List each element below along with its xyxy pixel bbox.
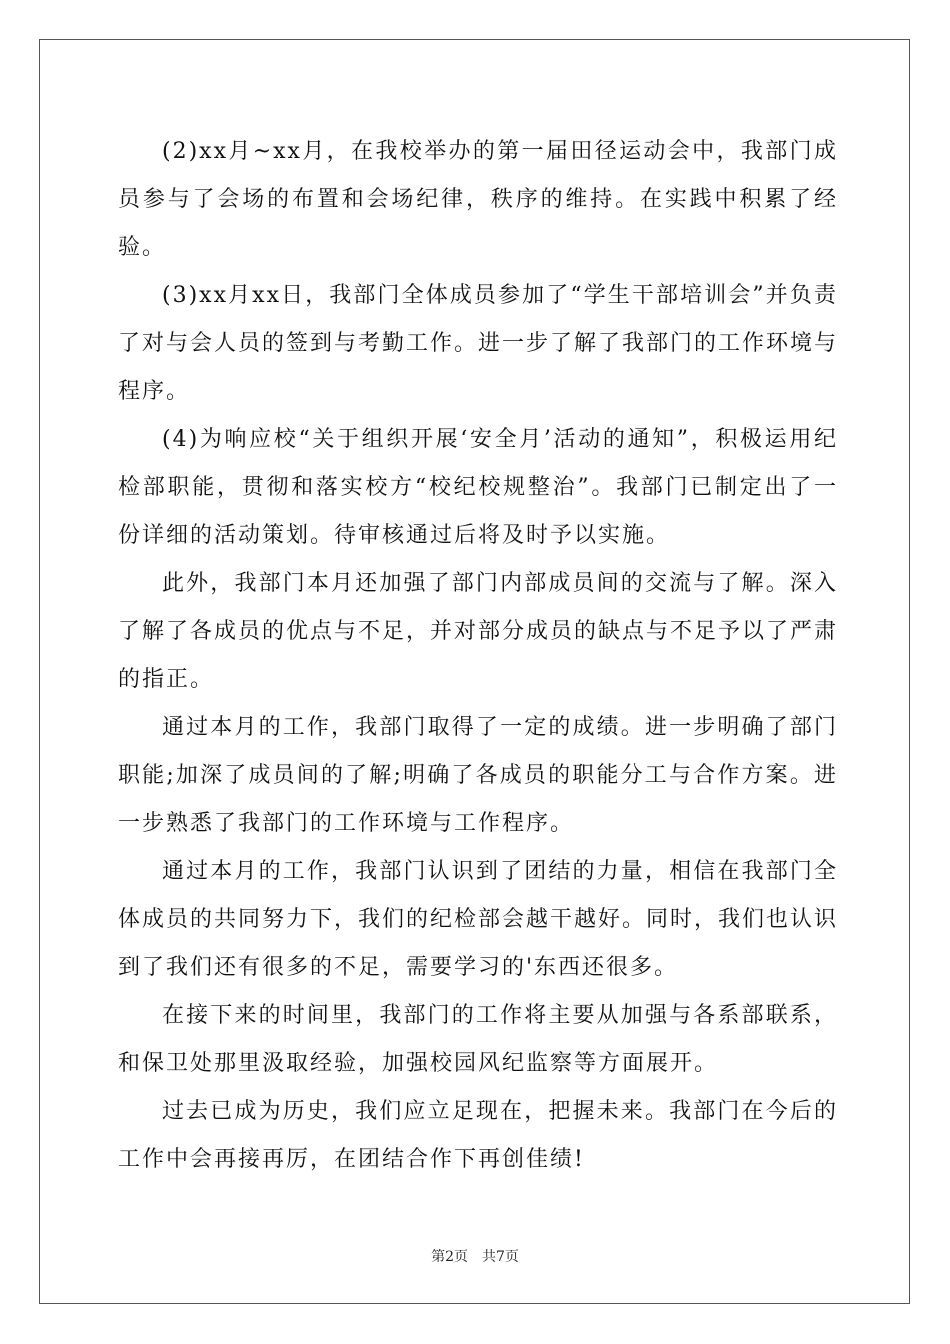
paragraph-conclusion: 过去已成为历史，我们应立足现在，把握未来。我部门在今后的工作中会再接再厉，在团结合作下再创佳绩! (118, 1099, 838, 1172)
paragraph-item-2: (2)xx月~xx月，在我校举办的第一届田径运动会中，我部门成员参与了会场的布置和会场纪律，秩序的维持。在实践中积累了经验。 (118, 139, 838, 260)
page-footer (0, 1246, 950, 1266)
paragraph-next-steps: 在接下来的时间里，我部门的工作将主要从加强与各系部联系，和保卫处那里汲取经验，加强校园风纪监察等方面展开。 (118, 1003, 838, 1076)
paragraph-unity: 通过本月的工作，我部门认识到了团结的力量，相信在我部门全体成员的共同努力下，我们的纪检部会越干越好。同时，我们也认识到了我们还有很多的不足，需要学习的'东西还很多。 (118, 859, 839, 980)
paragraph-achievements: 通过本月的工作，我部门取得了一定的成绩。进一步明确了部门职能;加深了成员间的了解;明确了各成员的职能分工与合作方案。进一步熟悉了我部门的工作环境与工作程序。 (118, 715, 838, 836)
page-number: 第2页 (431, 1249, 468, 1265)
document-body (118, 128, 838, 1184)
paragraph-item-4: (4)为响应校“关于组织开展‘安全月’活动的通知”，积极运用纪检部职能，贯彻和落实校方“校纪校规整治”。我部门已制定出了一份详细的活动策划。待审核通过后将及时予以实施。 (118, 427, 838, 548)
paragraph-additional: 此外，我部门本月还加强了部门内部成员间的交流与了解。深入了解了各成员的优点与不足，并对部分成员的缺点与不足予以了严肃的指正。 (118, 571, 839, 692)
paragraph-item-3: (3)xx月xx日，我部门全体成员参加了“学生干部培训会”并负责了对与会人员的签到与考勤工作。进一步了解了我部门的工作环境与程序。 (118, 283, 839, 404)
page-total: 共7页 (482, 1249, 519, 1265)
